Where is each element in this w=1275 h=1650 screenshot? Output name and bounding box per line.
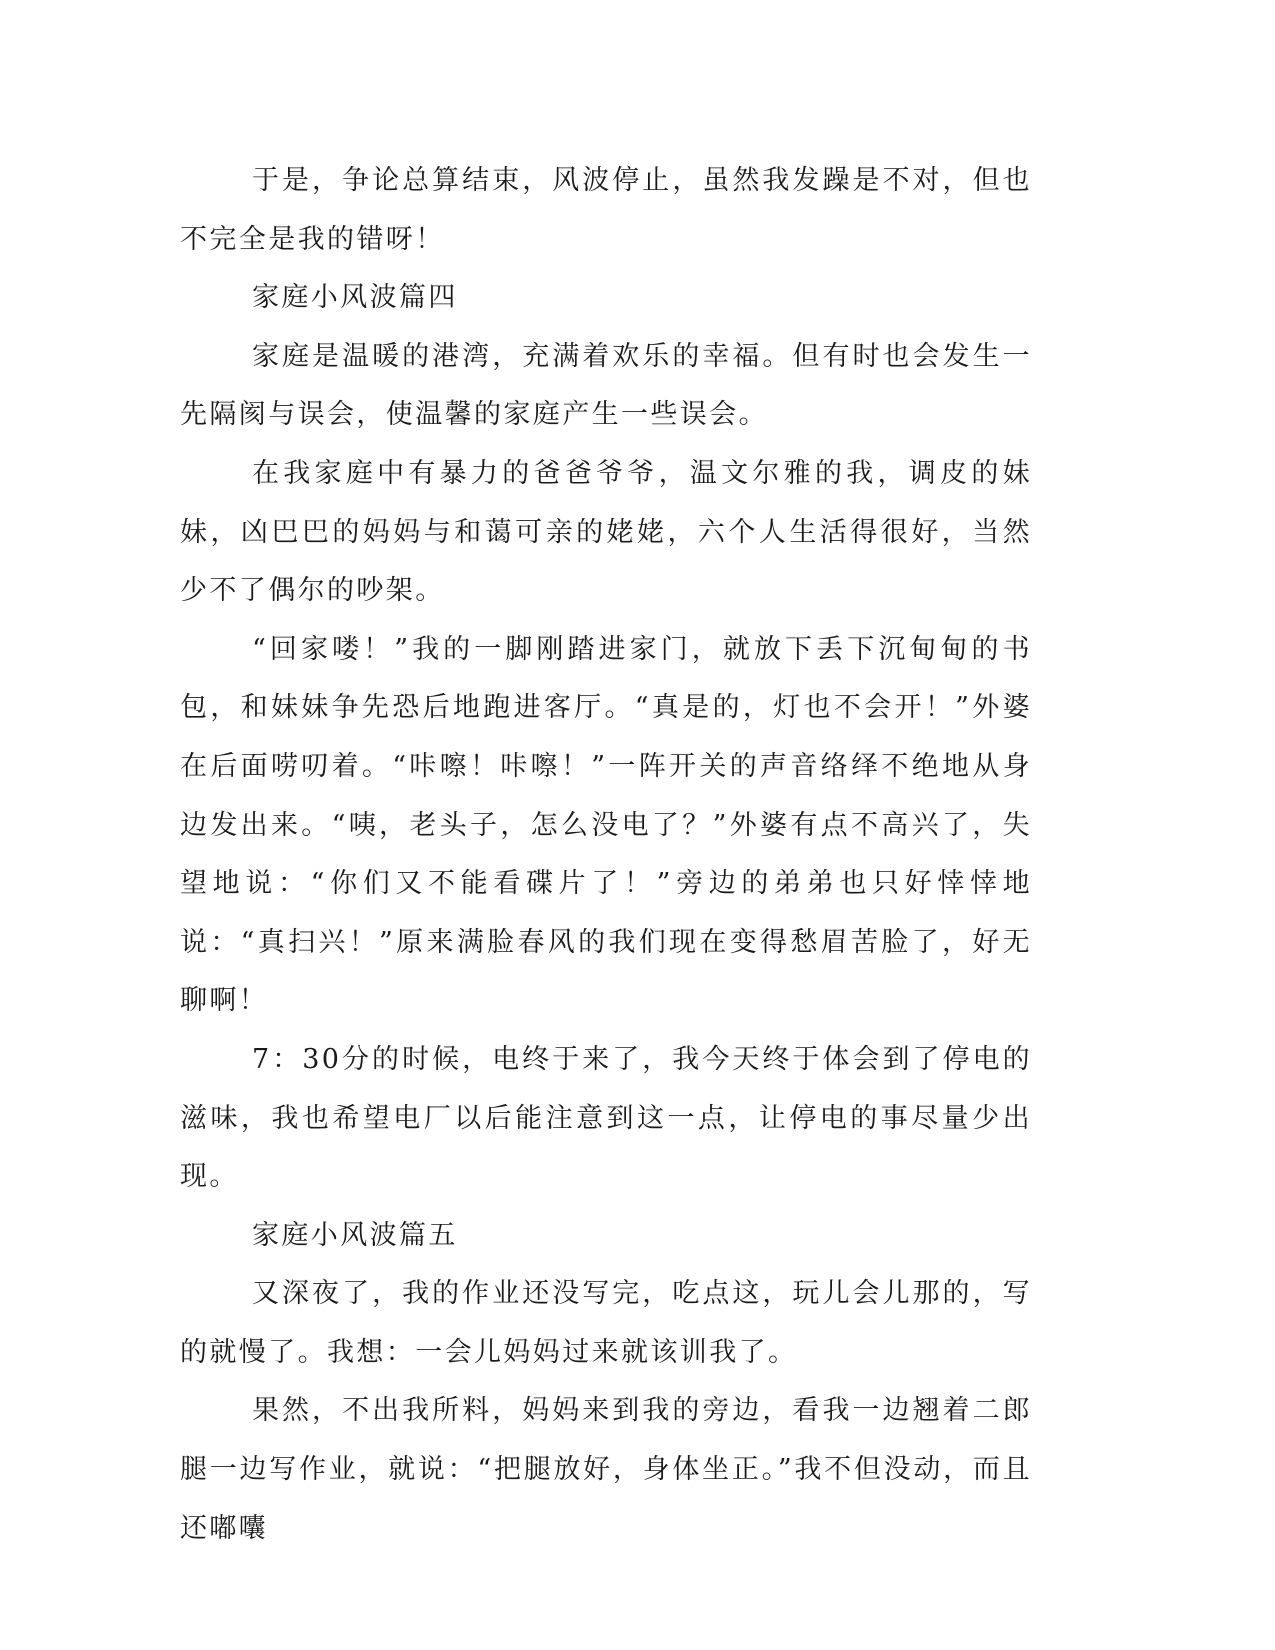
document-body: [180, 152, 1032, 1558]
paragraph-late-night-homework: 又深夜了，我的作业还没写完，吃点这，玩儿会儿那的，写的就慢了。我想：一会儿妈妈过来就该训我了。: [180, 1278, 1032, 1368]
paragraph-family-members: 在我家庭中有暴力的爸爸爷爷，温文尔雅的我，调皮的妹妹，凶巴巴的妈妈与和蔼可亲的姥姥，六个人生活得很好，当然少不了偶尔的吵架。: [180, 457, 1032, 607]
paragraph-mother-scolds: 果然，不出我所料，妈妈来到我的旁边，看我一边翘着二郎腿一边写作业，就说：“把腿放好，身体坐正。”我不但没动，而且还嘟囔: [180, 1395, 1032, 1544]
paragraph-power-restored: 7：30分的时候，电终于来了，我今天终于体会到了停电的滋味，我也希望电厂以后能注意到这一点，让停电的事尽量少出现。: [180, 1043, 1032, 1193]
section-heading-part-five: 家庭小风波篇五: [252, 1219, 458, 1251]
section-heading-part-four: 家庭小风波篇四: [252, 282, 458, 314]
paragraph-conclusion: 于是，争论总算结束，风波停止，虽然我发躁是不对，但也不完全是我的错呀！: [180, 165, 1032, 255]
paragraph-intro-harbor: 家庭是温暖的港湾，充满着欢乐的幸福。但有时也会发生一先隔阂与误会，使温馨的家庭产生一些误会。: [180, 340, 1032, 431]
paragraph-power-outage: “回家喽！”我的一脚刚踏进家门，就放下丢下沉甸甸的书包，和妹妹争先恐后地跑进客厅。“真是的，灯也不会开！”外婆在后面唠叨着。“咔嚓！咔嚓！”一阵开关的声音络绎不绝地从身边发出来。“咦，老头子，怎么没电了？”外婆有点不高兴了，失望地说：“你们又不能看碟片了！”旁边的弟弟也只好悻悻地说：“真扫兴！”原来满脸春风的我们现在变得愁眉苦脸了，好无聊啊！: [180, 633, 1032, 1017]
